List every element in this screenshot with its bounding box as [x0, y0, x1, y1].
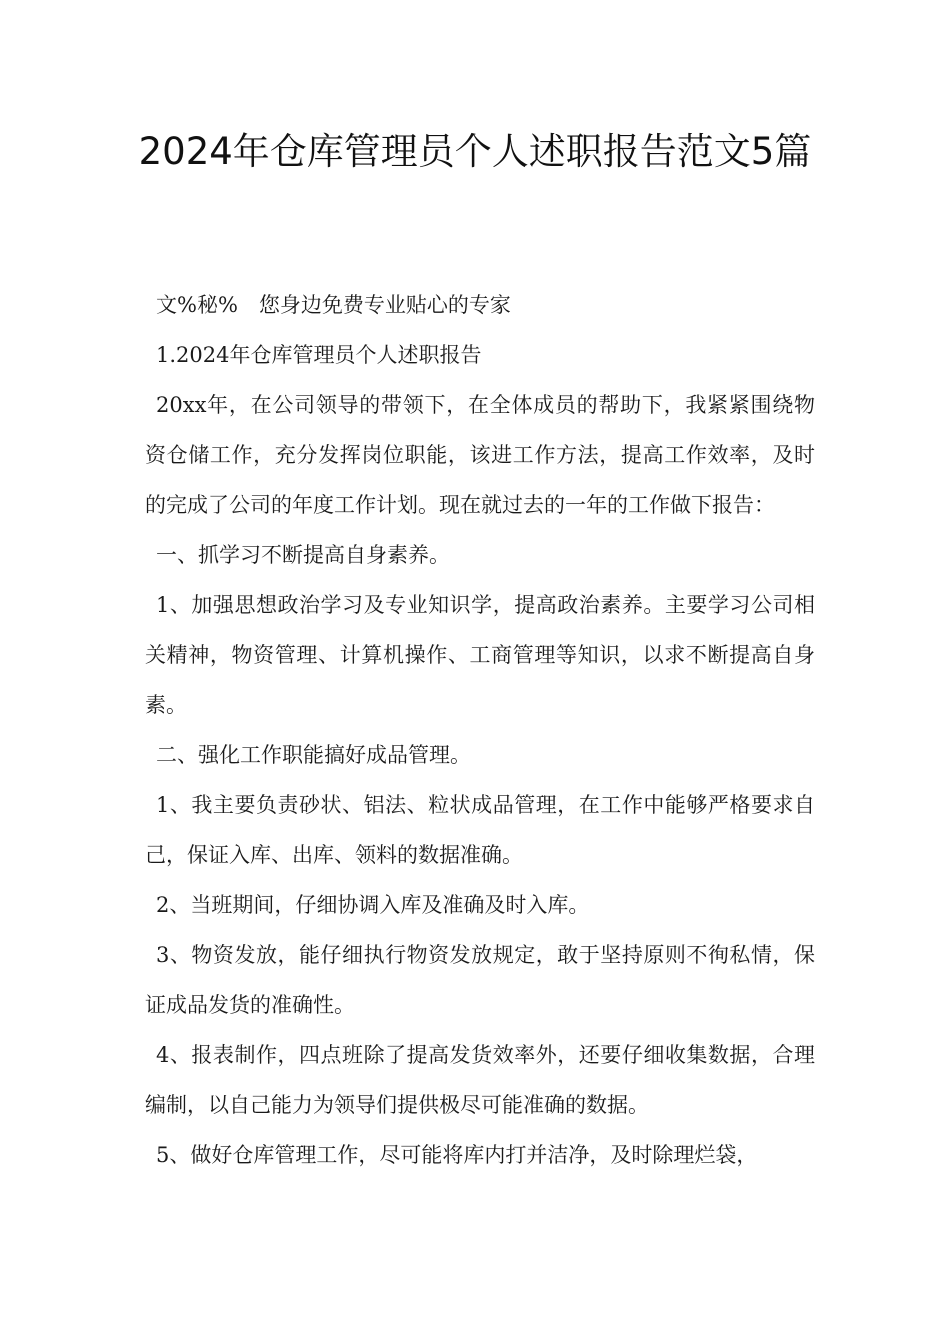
paragraph: 2、当班期间，仔细协调入库及准确及时入库。	[156, 893, 590, 917]
document-body	[145, 280, 815, 1180]
document-title: 2024年仓库管理员个人述职报告范文5篇	[138, 130, 812, 173]
paragraph: 一、抓学习不断提高自身素养。	[156, 543, 450, 567]
paragraph: 5、做好仓库管理工作，尽可能将库内打并洁净，及时除理烂袋，	[156, 1143, 758, 1167]
paragraph: 1.2024年仓库管理员个人述职报告	[156, 343, 482, 367]
paragraph: 1、我主要负责砂状、铝法、粒状成品管理，在工作中能够严格要求自己，保证入库、出库、领料的数据准确。	[145, 793, 815, 867]
paragraph: 4、报表制作，四点班除了提高发货效率外，还要仔细收集数据，合理编制，以自己能力为领导们提供极尽可能准确的数据。	[145, 1043, 815, 1117]
paragraph: 1、加强思想政治学习及专业知识学，提高政治素养。主要学习公司相关精神，物资管理、计算机操作、工商管理等知识，以求不断提高自身素。	[145, 593, 815, 717]
paragraph: 二、强化工作职能搞好成品管理。	[156, 743, 471, 767]
paragraph: 文%秘% 您身边免费专业贴心的专家	[156, 293, 511, 317]
paragraph: 20xx年，在公司领导的带领下，在全体成员的帮助下，我紧紧围绕物资仓储工作，充分发挥岗位职能，该进工作方法，提高工作效率，及时的完成了公司的年度工作计划。现在就过去的一年的工作做下报告：	[145, 393, 815, 517]
paragraph: 3、物资发放，能仔细执行物资发放规定，敢于坚持原则不徇私情，保证成品发货的准确性。	[145, 943, 815, 1017]
